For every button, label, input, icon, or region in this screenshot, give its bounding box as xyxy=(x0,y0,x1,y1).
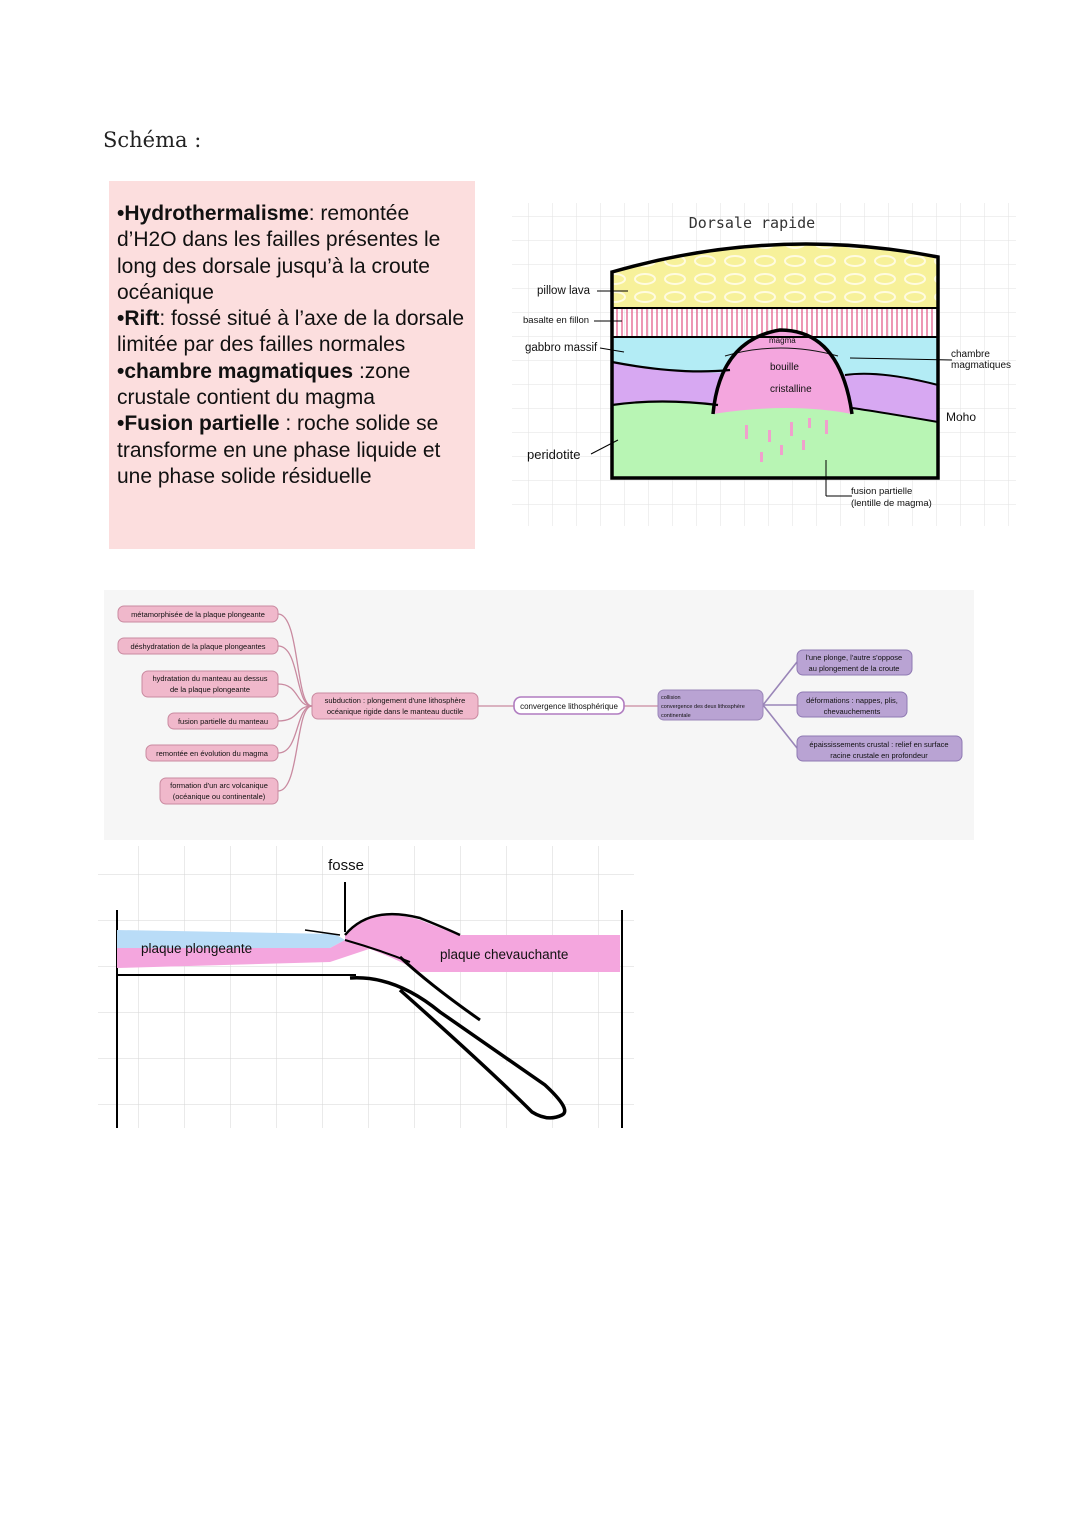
svg-text:océanique rigide dans le mante: océanique rigide dans le manteau ductile xyxy=(326,707,464,716)
svg-text:au plongement de la croute: au plongement de la croute xyxy=(808,664,900,673)
svg-text:convergence des deux lithosphè: convergence des deux lithosphère xyxy=(661,704,745,710)
page-heading: Schéma : xyxy=(103,128,202,152)
fusion-label-1: fusion partielle xyxy=(851,486,913,497)
svg-text:déshydratation de la plaque pl: déshydratation de la plaque plongeantes xyxy=(130,642,266,651)
svg-text:métamorphisée de la plaque plo: métamorphisée de la plaque plongeante xyxy=(131,610,265,619)
mindmap-node xyxy=(142,671,278,697)
mindmap-node xyxy=(118,606,278,622)
mindmap-node xyxy=(797,692,907,717)
subduction-diagram xyxy=(98,846,634,1128)
svg-text:hydratation du manteau au dess: hydratation du manteau au dessus xyxy=(152,674,268,683)
svg-text:formation d'un arc volcanique: formation d'un arc volcanique xyxy=(170,781,268,790)
ridge-title: Dorsale rapide xyxy=(688,214,816,232)
svg-text:racine crustale en profondeur: racine crustale en profondeur xyxy=(830,751,928,760)
cristalline-label: cristalline xyxy=(770,384,812,395)
definition-hydrothermalisme: •Hydrothermalisme: remontée d’H2O dans les failles présentes le long des dorsale jusqu’à la croute océanique xyxy=(117,202,441,304)
magma-label: magma xyxy=(769,336,796,345)
svg-text:(océanique ou continentale): (océanique ou continentale) xyxy=(172,792,266,801)
bouille-label: bouille xyxy=(770,362,799,373)
svg-text:l'une plonge, l'autre s'oppose: l'une plonge, l'autre s'oppose xyxy=(805,653,903,662)
svg-text:subduction : plongement d'une: subduction : plongement d'une lithosphère xyxy=(324,696,466,705)
fusion-label-2: (lentille de magma) xyxy=(851,498,932,509)
plaque-chevauchante-label: plaque chevauchante xyxy=(440,947,569,962)
definition-rift: •Rift: fossé situé à l’axe de la dorsale limitée par des failles normales xyxy=(117,307,465,357)
definition-chambre: •chambre magmatiques :zone crustale contient du magma xyxy=(117,359,411,410)
gabbro-label: gabbro massif xyxy=(525,342,598,354)
definition-fusion: •Fusion partielle : roche solide se transforme en une phase liquide et une phase solide résiduelle xyxy=(117,412,441,488)
svg-text:épaississements crustal : reli: épaississements crustal : relief en surface xyxy=(809,740,949,749)
plaque-plongeante-label: plaque plongeante xyxy=(141,941,253,956)
svg-text:de la plaque plongeante: de la plaque plongeante xyxy=(169,685,251,694)
svg-text:déformations : nappes, plis,: déformations : nappes, plis, xyxy=(806,696,898,705)
collision-node xyxy=(658,690,763,720)
chambre-label-1: chambre xyxy=(951,349,990,360)
chambre-label-2: magmatiques xyxy=(951,360,1012,371)
mindmap-node xyxy=(797,650,912,675)
mindmap-node xyxy=(168,713,278,729)
mindmap-node xyxy=(118,638,278,654)
svg-text:collision: collision xyxy=(661,695,681,701)
moho-label: Moho xyxy=(946,410,977,424)
mindmap-node xyxy=(797,736,962,761)
peridotite-label: peridotite xyxy=(527,447,581,462)
svg-text:remontée en évolution du magma: remontée en évolution du magma xyxy=(156,749,268,758)
pillow-lava-label: pillow lava xyxy=(537,285,591,297)
subduction-node xyxy=(312,693,478,719)
center-node xyxy=(514,697,624,714)
fosse-label: fosse xyxy=(328,857,364,874)
svg-text:convergence lithosphérique: convergence lithosphérique xyxy=(520,702,618,711)
ridge-diagram xyxy=(512,203,1016,526)
mindmap-node xyxy=(160,778,278,804)
basalte-label: basalte en fillon xyxy=(523,315,590,326)
svg-text:continentale: continentale xyxy=(661,713,691,719)
mindmap xyxy=(104,590,974,840)
svg-text:fusion partielle du manteau: fusion partielle du manteau xyxy=(177,717,269,726)
mindmap-node xyxy=(146,745,278,761)
svg-text:chevauchements: chevauchements xyxy=(823,707,881,716)
